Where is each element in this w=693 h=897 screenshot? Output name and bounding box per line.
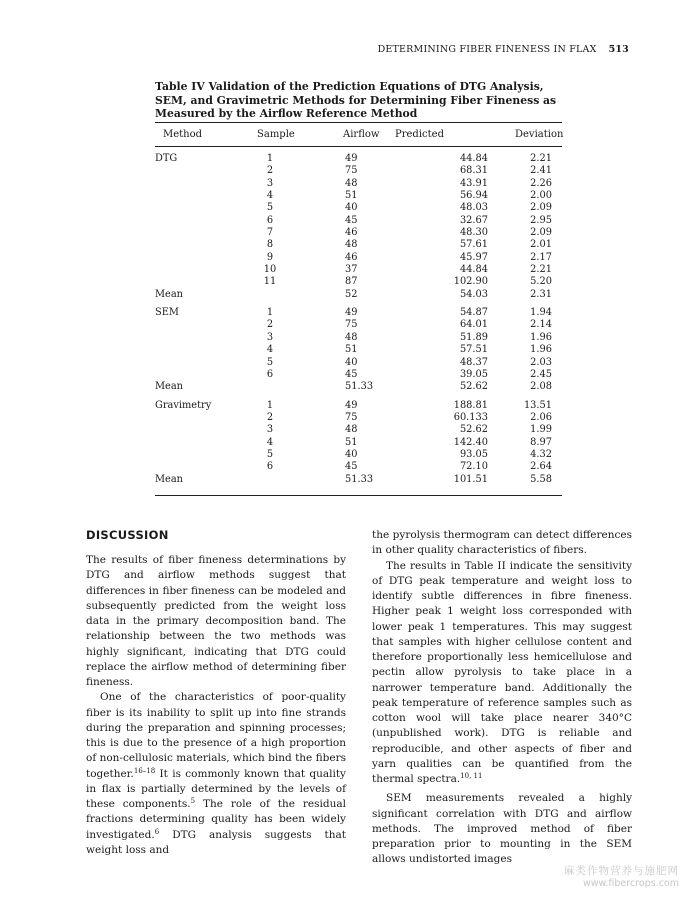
- cell-airflow: 48: [345, 239, 358, 251]
- cell-airflow: 46: [345, 227, 358, 239]
- citation: 6: [154, 827, 160, 836]
- cell-airflow: 48: [345, 177, 358, 189]
- paragraph: The results in Table II indicate the sensitivity of DTG peak temperature and weight loss to identify subtle differences in fibre fineness. Higher peak 1 weight loss corresponded with lower peak 1 temperatures. This may suggest that samples with higher cellulose content and therefore proportionally less hemicellulose and pectin allow pyrolysis to take place in a narrower temperature band. Additionally the peak temperature of reference samples such as cotton wool will take place nearer 340°C (unpublished work). DTG is reliable and reproducible, and other aspects of fiber and yarn qualities can be quantified from the thermal spectra.$^{10, 11}$: [372, 559, 632, 785]
- cell-airflow: 45: [345, 461, 358, 473]
- col-header-airflow: Airflow: [343, 129, 380, 140]
- cell-sample: 3: [266, 424, 274, 436]
- table-row: [155, 461, 562, 473]
- cell-predicted: 64.01: [459, 319, 488, 331]
- page-number: 513: [608, 44, 629, 55]
- cell-airflow: 75: [345, 411, 358, 423]
- cell-sample: 6: [266, 461, 274, 473]
- cell-deviation: 2.09: [530, 202, 552, 214]
- cell-airflow: 46: [345, 251, 358, 263]
- cell-sample: 4: [266, 190, 274, 202]
- cell-deviation: 2.21: [530, 153, 552, 164]
- cell-deviation: 13.51: [523, 399, 552, 411]
- cell-predicted: 48.30: [459, 227, 488, 239]
- cell-airflow: 52: [345, 288, 358, 300]
- cell-sample: 5: [266, 202, 274, 214]
- cell-sample: 5: [266, 356, 274, 368]
- cell-airflow: 45: [345, 368, 358, 380]
- cell-deviation: 2.09: [530, 227, 552, 239]
- cell-predicted: 44.84: [459, 264, 488, 276]
- cell-sample: 6: [266, 214, 274, 226]
- cell-predicted: 48.37: [459, 356, 488, 368]
- cell-sample: 8: [266, 239, 274, 251]
- cell-sample: 3: [266, 331, 274, 343]
- cell-predicted: 51.89: [459, 331, 488, 343]
- col-header-sample: Sample: [257, 129, 295, 140]
- table-bottom-rule: [155, 495, 562, 496]
- cell-airflow: 40: [345, 356, 358, 368]
- cell-deviation: 1.99: [530, 424, 552, 436]
- cell-sample: 3: [266, 177, 274, 189]
- cell-predicted: 54.87: [459, 307, 488, 319]
- col-header-method: Method: [163, 129, 203, 140]
- cell-sample: 1: [266, 399, 274, 411]
- cell-sample: 2: [266, 165, 274, 177]
- cell-sample: 4: [266, 436, 274, 448]
- table-row: [155, 178, 562, 190]
- section-heading: DISCUSSION: [86, 528, 169, 542]
- cell-airflow: 51.33: [345, 473, 374, 485]
- table-row: [155, 165, 562, 177]
- cell-predicted: 57.61: [459, 239, 488, 251]
- citation: 5: [190, 797, 196, 805]
- cell-deviation: 2.26: [530, 177, 552, 189]
- table-row: [155, 215, 562, 227]
- table-row: [155, 412, 562, 424]
- cell-predicted: 52.62: [459, 381, 488, 393]
- cell-deviation: 4.32: [530, 448, 552, 460]
- cell-airflow: 49: [345, 153, 358, 164]
- col-header-deviation: Deviation: [515, 129, 564, 140]
- cell-predicted: 54.03: [459, 288, 488, 300]
- cell-deviation: 2.45: [530, 368, 552, 380]
- cell-deviation: 2.14: [530, 319, 552, 331]
- table-row: [155, 332, 562, 344]
- cell-airflow: 40: [345, 202, 358, 214]
- cell-deviation: 2.31: [530, 288, 552, 300]
- cell-predicted: 48.03: [459, 202, 488, 214]
- cell-deviation: 5.58: [530, 473, 552, 485]
- cell-airflow: 40: [345, 448, 358, 460]
- cell-predicted: 32.67: [459, 214, 488, 226]
- cell-predicted: 93.05: [459, 448, 488, 460]
- table-row: [155, 276, 562, 288]
- table-row: [155, 357, 562, 369]
- table-row: [155, 289, 562, 301]
- cell-deviation: 5.20: [530, 276, 552, 288]
- table-row: [155, 474, 562, 486]
- cell-airflow: 48: [345, 424, 358, 436]
- cell-sample: 6: [266, 368, 274, 380]
- paragraph: The results of fiber fineness determinations by DTG and airflow methods suggest that differences in fiber fineness can be modeled and subsequently predicted from the weight loss data in the primary decomposition band. The relationship between the two methods was highly significant, indicating that DTG could replace the airflow method of determining fiber fineness.: [86, 554, 346, 688]
- cell-predicted: 57.51: [459, 344, 488, 356]
- cell-predicted: 188.81: [453, 399, 488, 411]
- cell-deviation: 2.64: [530, 461, 552, 473]
- table-caption: Table IV Validation of the Prediction Equations of DTG Analysis, SEM, and Gravimetric Methods for Determining Fiber Fineness as Measured by the Airflow Reference Method: [155, 80, 557, 120]
- cell-deviation: 2.21: [530, 264, 552, 276]
- cell-deviation: 2.08: [530, 381, 552, 393]
- table-row: [155, 202, 562, 214]
- table-header: [155, 129, 562, 143]
- cell-airflow: 75: [345, 319, 358, 331]
- cell-predicted: 45.97: [459, 251, 488, 263]
- cell-sample: 9: [266, 251, 274, 263]
- cell-airflow: 49: [345, 399, 358, 411]
- cell-deviation: 2.03: [530, 356, 552, 368]
- cell-method: DTG: [155, 153, 178, 164]
- citation: 16–18: [133, 766, 156, 775]
- cell-airflow: 51: [345, 436, 358, 448]
- cell-method: Gravimetry: [155, 399, 212, 411]
- cell-sample: 2: [266, 411, 274, 423]
- text-column-right: [372, 528, 632, 868]
- table-row: [155, 319, 562, 331]
- cell-method: Mean: [155, 381, 183, 393]
- cell-deviation: 1.94: [530, 307, 552, 319]
- table-row: [155, 190, 562, 202]
- cell-deviation: 2.17: [530, 251, 552, 263]
- table-row: [155, 437, 562, 449]
- cell-sample: 2: [266, 319, 274, 331]
- cell-predicted: 52.62: [459, 424, 488, 436]
- table-top-rule: [155, 122, 562, 123]
- cell-airflow: 37: [345, 264, 358, 276]
- table-row: [155, 153, 562, 165]
- watermark-text: 麻类作物营养与施肥网: [564, 865, 679, 877]
- cell-deviation: 2.01: [530, 239, 552, 251]
- table-header-rule: [155, 146, 562, 147]
- cell-sample: 10: [263, 264, 277, 276]
- table-row: [155, 239, 562, 251]
- table-row: [155, 449, 562, 461]
- paragraph: SEM measurements revealed a highly significant correlation with DTG and airflow methods. The improved method of fiber preparation prior to mounting in the SEM allows undistorted images: [372, 792, 632, 866]
- cell-airflow: 49: [345, 307, 358, 319]
- table-row: [155, 400, 562, 412]
- cell-sample: 1: [266, 153, 274, 164]
- cell-predicted: 68.31: [459, 165, 488, 177]
- cell-method: SEM: [155, 307, 179, 319]
- cell-predicted: 44.84: [459, 153, 488, 164]
- table-body: [155, 153, 562, 486]
- paragraph: One of the characteristics of poor-quality fiber is its inability to split up into fine strands during the preparation and spinning processes; this is due to the presence of a high proportion of non-cellulosic materials, which bind the fibers together.$^{16-18}$ It is commonly known that quality in flax is partially determined by the levels of these components.$^5$ The role of the residual fractions determining quality has been widely investigated.$^6$ DTG analysis suggests that weight loss and: [86, 691, 346, 856]
- col-header-predicted: Predicted: [395, 129, 444, 140]
- running-head-title: DETERMINING FIBER FINENESS IN FLAX: [377, 44, 597, 55]
- running-head: [378, 44, 629, 55]
- cell-airflow: 48: [345, 331, 358, 343]
- cell-deviation: 2.06: [530, 411, 552, 423]
- cell-deviation: 2.41: [530, 165, 552, 177]
- cell-method: Mean: [155, 473, 183, 485]
- text-column-left: [86, 528, 346, 858]
- table-row: [155, 381, 562, 393]
- cell-sample: 11: [263, 276, 277, 288]
- cell-deviation: 8.97: [530, 436, 552, 448]
- table-row: [155, 424, 562, 436]
- cell-sample: 1: [266, 307, 274, 319]
- watermark-url: www.fibercrops.com: [582, 878, 679, 889]
- table-row: [155, 369, 562, 381]
- cell-predicted: 56.94: [459, 190, 488, 202]
- table-row: [155, 227, 562, 239]
- cell-predicted: 72.10: [459, 461, 488, 473]
- cell-airflow: 87: [345, 276, 358, 288]
- cell-sample: 5: [266, 448, 274, 460]
- table-row: [155, 344, 562, 356]
- cell-predicted: 102.90: [453, 276, 488, 288]
- table-row: [155, 307, 562, 319]
- cell-sample: 7: [266, 227, 274, 239]
- cell-sample: 4: [266, 344, 274, 356]
- table-row: [155, 252, 562, 264]
- paragraph: the pyrolysis thermogram can detect differences in other quality characteristics of fibers.: [372, 529, 632, 557]
- table-row: [155, 264, 562, 276]
- cell-airflow: 45: [345, 214, 358, 226]
- cell-predicted: 43.91: [459, 177, 488, 189]
- watermark: [564, 863, 679, 889]
- cell-deviation: 1.96: [530, 331, 552, 343]
- cell-predicted: 101.51: [453, 473, 488, 485]
- cell-predicted: 39.05: [459, 368, 488, 380]
- cell-predicted: 142.40: [453, 436, 488, 448]
- cell-airflow: 75: [345, 165, 358, 177]
- cell-airflow: 51.33: [345, 381, 374, 393]
- cell-method: Mean: [155, 288, 183, 300]
- cell-deviation: 2.95: [530, 214, 552, 226]
- cell-airflow: 51: [345, 190, 358, 202]
- cell-predicted: 60.133: [453, 411, 488, 423]
- cell-airflow: 51: [345, 344, 358, 356]
- cell-deviation: 1.96: [530, 344, 552, 356]
- citation: 10, 11: [460, 772, 483, 780]
- cell-deviation: 2.00: [530, 190, 552, 202]
